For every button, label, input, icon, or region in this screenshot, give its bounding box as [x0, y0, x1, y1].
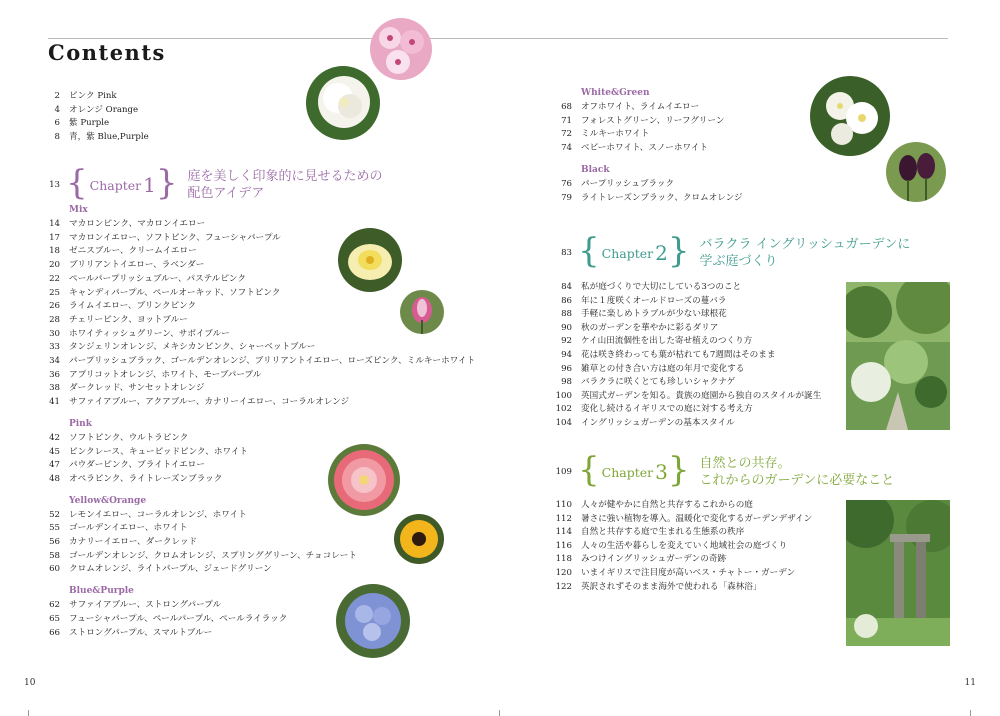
- toc-entry-title: ゼニスブルー、クリームイエロー: [69, 246, 197, 257]
- toc-entry-title: アプリコットオレンジ、ホワイト、モーブパープル: [69, 369, 262, 380]
- chapter1-title-line1: 庭を美しく印象的に見せるための: [187, 169, 383, 184]
- page-title: Contents: [48, 40, 166, 65]
- toc-page-number: 48: [49, 473, 60, 484]
- toc-entry: [40, 459, 475, 473]
- toc-entry: [552, 308, 821, 322]
- brace-right-icon: }: [155, 163, 178, 203]
- toc-page-number: 56: [49, 537, 60, 548]
- toc-page-number: 45: [49, 446, 60, 457]
- toc-entry: [552, 390, 821, 404]
- toc-entry-title: オフホワイト、ライムイエロー: [581, 102, 700, 112]
- chapter2-title-line1: バラクラ イングリッシュガーデンに: [699, 237, 911, 252]
- toc-entry-title: ゴールデンオレンジ、クロムオレンジ、スプリンググリーン、チョコレート: [69, 550, 357, 561]
- toc-page-number: 38: [49, 383, 60, 394]
- brace-left-icon: {: [578, 450, 600, 490]
- top-rule: [48, 38, 948, 39]
- chapter1-page: 13: [49, 180, 60, 190]
- chapter1-title-line2: 配色アイデア: [187, 186, 265, 201]
- toc-entry: [40, 117, 149, 131]
- brace-left-icon: {: [66, 163, 88, 203]
- toc-entry-title: タンジェリンオレンジ、メキシカンピンク、シャーベットブルー: [69, 342, 316, 353]
- toc-page-number: 6: [54, 118, 60, 129]
- toc-entry: [552, 101, 743, 115]
- toc-entry-title: 花は咲き終わっても葉が枯れても7週間はそのまま: [581, 349, 776, 360]
- chapter2-list: [552, 281, 821, 431]
- garden-path-photo: [846, 282, 950, 430]
- toc-entry-title: ゴールデンイエロー、ホワイト: [69, 523, 188, 534]
- toc-page-number: 118: [555, 554, 572, 565]
- toc-entry-title: オペラピンク、ライトレーズンブラック: [69, 473, 223, 484]
- toc-entry-title: サファイアブルー、アクアブルー、カナリーイエロー、コーラルオレンジ: [69, 397, 350, 408]
- section-heading-black: Black: [581, 164, 610, 175]
- toc-entry-title: 人々が健やかに自然と共存するこれからの庭: [581, 500, 753, 510]
- toc-entry-title: ケイ山田流個性を出した寄せ植えのつくり方: [581, 336, 753, 347]
- toc-entry-title: 暑さに強い植物を導入。温暖化で変化するガーデンデザイン: [581, 513, 813, 524]
- chapter2-heading: [552, 231, 911, 271]
- toc-page-number: 55: [49, 523, 60, 534]
- toc-entry: [40, 273, 475, 287]
- toc-page-number: 122: [555, 581, 572, 592]
- pink-dianthus-photo: [370, 18, 432, 80]
- page-number-right: 11: [964, 678, 976, 688]
- toc-entry: [40, 396, 475, 410]
- chapter1-label: Chapter: [89, 177, 142, 193]
- toc-entry: [552, 178, 743, 192]
- toc-entry: [40, 355, 475, 369]
- pink-dahlia-photo: [328, 444, 400, 516]
- toc-page-number: 116: [555, 540, 572, 551]
- section-heading-mix: Mix: [69, 205, 88, 215]
- white-rose-photo: [810, 76, 890, 156]
- toc-entry-title: クロムオレンジ、ライトパープル、ジェードグリーン: [69, 564, 272, 575]
- toc-entry-title: 手軽に楽しめトラブルが少ない球根花: [581, 309, 727, 320]
- toc-entry-title: ライムイエロー、ブリンクピンク: [69, 301, 197, 312]
- chapter3-heading: [552, 450, 895, 490]
- toc-entry: [552, 553, 812, 567]
- toc-page-number: 60: [49, 564, 60, 575]
- section-heading-white: White&Green: [581, 88, 650, 98]
- toc-page-number: 72: [561, 129, 572, 140]
- toc-entry-title: いまイギリスで注目度が高いベス・チャトー・ガーデン: [581, 567, 796, 578]
- chapter2-number: 2: [655, 241, 668, 265]
- toc-entry: [40, 446, 475, 460]
- toc-entry-title: マカロンピンク、マカロンイエロー: [69, 219, 206, 229]
- toc-page-number: 47: [49, 460, 60, 471]
- toc-page-number: 36: [49, 369, 60, 380]
- section-heading-yellow: Yellow&Orange: [69, 495, 147, 506]
- toc-entry: [552, 115, 743, 129]
- toc-entry: [40, 432, 475, 446]
- toc-entry: [552, 499, 812, 513]
- toc-entry-title: キャンディパープル、ペールオーキッド、ソフトピンク: [69, 287, 281, 298]
- toc-entry-title: フォレストグリーン、リーフグリーン: [581, 115, 725, 126]
- toc-entry: [40, 245, 475, 259]
- chapter2-page: 83: [561, 248, 572, 258]
- toc-entry-title: 英国式ガーデンを知る。貴族の庭園から独自のスタイルが誕生: [581, 390, 822, 401]
- toc-entry-title: 年に１度咲くオールドローズの蔓バラ: [581, 295, 727, 306]
- section-heading-pink: Pink: [69, 418, 92, 429]
- toc-page-number: 92: [561, 336, 572, 347]
- toc-entry-title: マカロンイエロー、ソフトピンク、フューシャパープル: [69, 232, 281, 243]
- toc-page-number: 28: [49, 314, 60, 325]
- toc-page-number: 102: [555, 404, 572, 415]
- toc-page-number: 110: [555, 500, 572, 510]
- toc-entry-title: パープリッシュブラック: [581, 178, 675, 189]
- intro-list: [40, 90, 149, 145]
- toc-entry: [40, 627, 475, 641]
- chapter3-label: Chapter: [601, 464, 654, 480]
- toc-page-number: 4: [54, 104, 60, 115]
- toc-page-number: 114: [555, 527, 572, 538]
- toc-entry: [40, 369, 475, 383]
- toc-entry-title: ライトレーズンブラック、クロムオレンジ: [581, 192, 743, 203]
- toc-entry-title: ペールパープリッシュブルー、パステルピンク: [69, 273, 246, 284]
- toc-page-number: 14: [49, 219, 60, 229]
- toc-page-number: 120: [555, 567, 572, 578]
- toc-page-number: 17: [49, 232, 60, 243]
- toc-entry-title: ブリリアントイエロー、ラベンダー: [69, 260, 205, 271]
- toc-entry: [40, 341, 475, 355]
- brace-left-icon: {: [578, 231, 600, 271]
- toc-page-number: 94: [561, 349, 572, 360]
- toc-page-number: 100: [555, 390, 572, 401]
- dark-tulip-photo: [886, 142, 946, 202]
- toc-entry: [40, 599, 475, 613]
- page-number-left: 10: [24, 678, 36, 688]
- chapter3-number: 3: [655, 460, 668, 484]
- yellow-waterlily-photo: [338, 228, 402, 292]
- toc-entry-title: ベビーホワイト、スノーホワイト: [581, 143, 709, 154]
- toc-page-number: 52: [49, 509, 60, 520]
- toc-page-number: 76: [561, 178, 572, 189]
- toc-entry-title: ストロングパープル、スマルトブルー: [69, 627, 213, 638]
- toc-page-number: 18: [49, 246, 60, 257]
- garden-ruin-photo: [846, 500, 950, 646]
- toc-entry: [552, 417, 821, 431]
- toc-page-number: 68: [561, 102, 572, 112]
- toc-page-number: 34: [49, 356, 60, 367]
- toc-page-number: 8: [54, 132, 60, 143]
- toc-entry-title: 英訳されずそのまま海外で使われる「森林浴」: [581, 581, 762, 592]
- toc-page-number: 84: [561, 282, 572, 292]
- toc-entry: [552, 349, 821, 363]
- brace-right-icon: }: [667, 231, 690, 271]
- toc-entry: [552, 335, 821, 349]
- toc-entry-title: ミルキーホワイト: [581, 129, 650, 140]
- toc-page-number: 62: [49, 600, 60, 611]
- toc-page-number: 104: [555, 417, 572, 428]
- toc-entry: [552, 295, 821, 309]
- toc-entry: [552, 526, 812, 540]
- toc-page-number: 86: [561, 295, 572, 306]
- section-heading-blue: Blue&Purple: [69, 586, 134, 597]
- chapter3-title-line2: これからのガーデンに必要なこと: [699, 473, 895, 488]
- toc-entry-title: ピンク Pink: [69, 91, 117, 101]
- toc-entry: [552, 192, 743, 206]
- toc-entry-title: ソフトピンク、ウルトラピンク: [69, 432, 189, 443]
- toc-entry: [552, 581, 812, 595]
- chapter1-title: [187, 168, 382, 202]
- chapter3-page: 109: [555, 467, 572, 477]
- toc-entry: [40, 259, 475, 273]
- toc-entry-title: オレンジ Orange: [69, 104, 139, 115]
- toc-entry: [40, 218, 475, 232]
- toc-page-number: 42: [49, 432, 60, 443]
- toc-entry: [40, 131, 149, 145]
- toc-entry-title: 人々の生活や暮らしを変えていく地域社会の庭づくり: [581, 540, 788, 551]
- toc-page-number: 25: [49, 287, 60, 298]
- chapter3-title: [699, 455, 894, 489]
- toc-entry-title: カナリーイエロー、ダークレッド: [69, 537, 198, 548]
- white-peony-photo: [306, 66, 380, 140]
- toc-entry-title: 変化し続けるイギリスでの庭に対する考え方: [581, 404, 753, 415]
- toc-entry-title: みつけイングリッシュガーデンの奇跡: [581, 554, 727, 565]
- chapter1-list: [40, 204, 475, 640]
- toc-entry: [552, 363, 821, 377]
- toc-entry-title: レモンイエロー、コーラルオレンジ、ホワイト: [69, 509, 247, 520]
- toc-page-number: 74: [561, 143, 572, 154]
- hydrangea-photo: [336, 584, 410, 658]
- toc-page-number: 26: [49, 301, 60, 312]
- toc-entry: [40, 563, 475, 577]
- toc-page-number: 66: [49, 627, 60, 638]
- black-eyed-susan-photo: [394, 514, 444, 564]
- pink-tulip-photo: [400, 290, 444, 334]
- toc-entry: [552, 322, 821, 336]
- toc-entry: [552, 540, 812, 554]
- chapter2-title-line2: 学ぶ庭づくり: [699, 254, 778, 269]
- toc-entry-title: パープリッシュブラック、ゴールデンオレンジ、ブリリアントイエロー、ローズピンク、ミルキーホワイト: [69, 356, 476, 367]
- toc-entry-title: フューシャパープル、ペールパープル、ペールライラック: [69, 613, 288, 624]
- chapter3-title-line1: 自然との共存。: [699, 456, 791, 471]
- toc-page-number: 22: [49, 273, 60, 284]
- toc-entry-title: ピンクレース、キューピッドピンク、ホワイト: [69, 446, 249, 457]
- chapter2-label: Chapter: [601, 245, 654, 261]
- toc-entry: [552, 142, 743, 156]
- toc-page-number: 30: [49, 328, 60, 339]
- toc-entry: [40, 382, 475, 396]
- brace-right-icon: }: [667, 450, 690, 490]
- toc-entry-title: 青，紫 Blue,Purple: [69, 132, 149, 143]
- crop-mark: [28, 710, 29, 716]
- toc-page-number: 112: [555, 513, 572, 524]
- toc-entry-title: パウダーピンク、ブライトイエロー: [69, 460, 205, 471]
- toc-entry-title: 秋のガーデンを華やかに彩るダリア: [581, 322, 719, 333]
- toc-entry-title: 雑草との付き合い方は庭の年月で変化する: [581, 363, 745, 374]
- toc-entry-title: 紫 Purple: [69, 118, 110, 129]
- toc-page-number: 33: [49, 342, 60, 353]
- toc-entry-title: サファイアブルー、ストロングパープル: [69, 600, 222, 611]
- toc-page-number: 79: [561, 192, 572, 203]
- toc-page-number: 41: [49, 397, 60, 408]
- toc-page-number: 90: [561, 322, 572, 333]
- chapter2-title: [699, 236, 910, 270]
- toc-entry-title: チェリーピンク、ヨットブルー: [69, 314, 188, 325]
- toc-entry-title: ダークレッド、サンセットオレンジ: [69, 383, 205, 394]
- toc-entry: [552, 281, 821, 295]
- chapter3-list: [552, 499, 812, 594]
- toc-entry-title: 自然と共存する庭で生まれる生態系の秩序: [581, 527, 745, 538]
- toc-page-number: 88: [561, 309, 572, 320]
- toc-entry-title: イングリッシュガーデンの基本スタイル: [581, 417, 735, 428]
- toc-entry: [40, 232, 475, 246]
- chapter1-heading: [40, 163, 383, 203]
- toc-entry: [552, 128, 743, 142]
- toc-page-number: 71: [561, 115, 572, 126]
- chapter1-number: 1: [143, 173, 156, 197]
- toc-entry-title: ホワイティッシュグリーン、サボイブルー: [69, 328, 230, 339]
- toc-page-number: 58: [49, 550, 60, 561]
- toc-entry: [40, 473, 475, 487]
- toc-page-number: 20: [49, 260, 60, 271]
- toc-page-number: 96: [561, 363, 572, 374]
- chapter1-list-continued: [552, 87, 743, 205]
- toc-entry: [552, 376, 821, 390]
- toc-entry: [552, 567, 812, 581]
- toc-page-number: 2: [54, 91, 60, 101]
- toc-entry: [552, 403, 821, 417]
- toc-entry: [552, 513, 812, 527]
- toc-page-number: 98: [561, 377, 572, 388]
- toc-entry: [40, 90, 149, 104]
- toc-entry-title: 私が庭づくりで大切にしている3つのこと: [581, 282, 742, 292]
- toc-page-number: 65: [49, 613, 60, 624]
- crop-mark: [970, 710, 971, 716]
- toc-entry: [40, 104, 149, 118]
- toc-entry-title: バラクラに咲くとても珍しいシャクナゲ: [581, 377, 736, 388]
- crop-mark: [499, 710, 500, 716]
